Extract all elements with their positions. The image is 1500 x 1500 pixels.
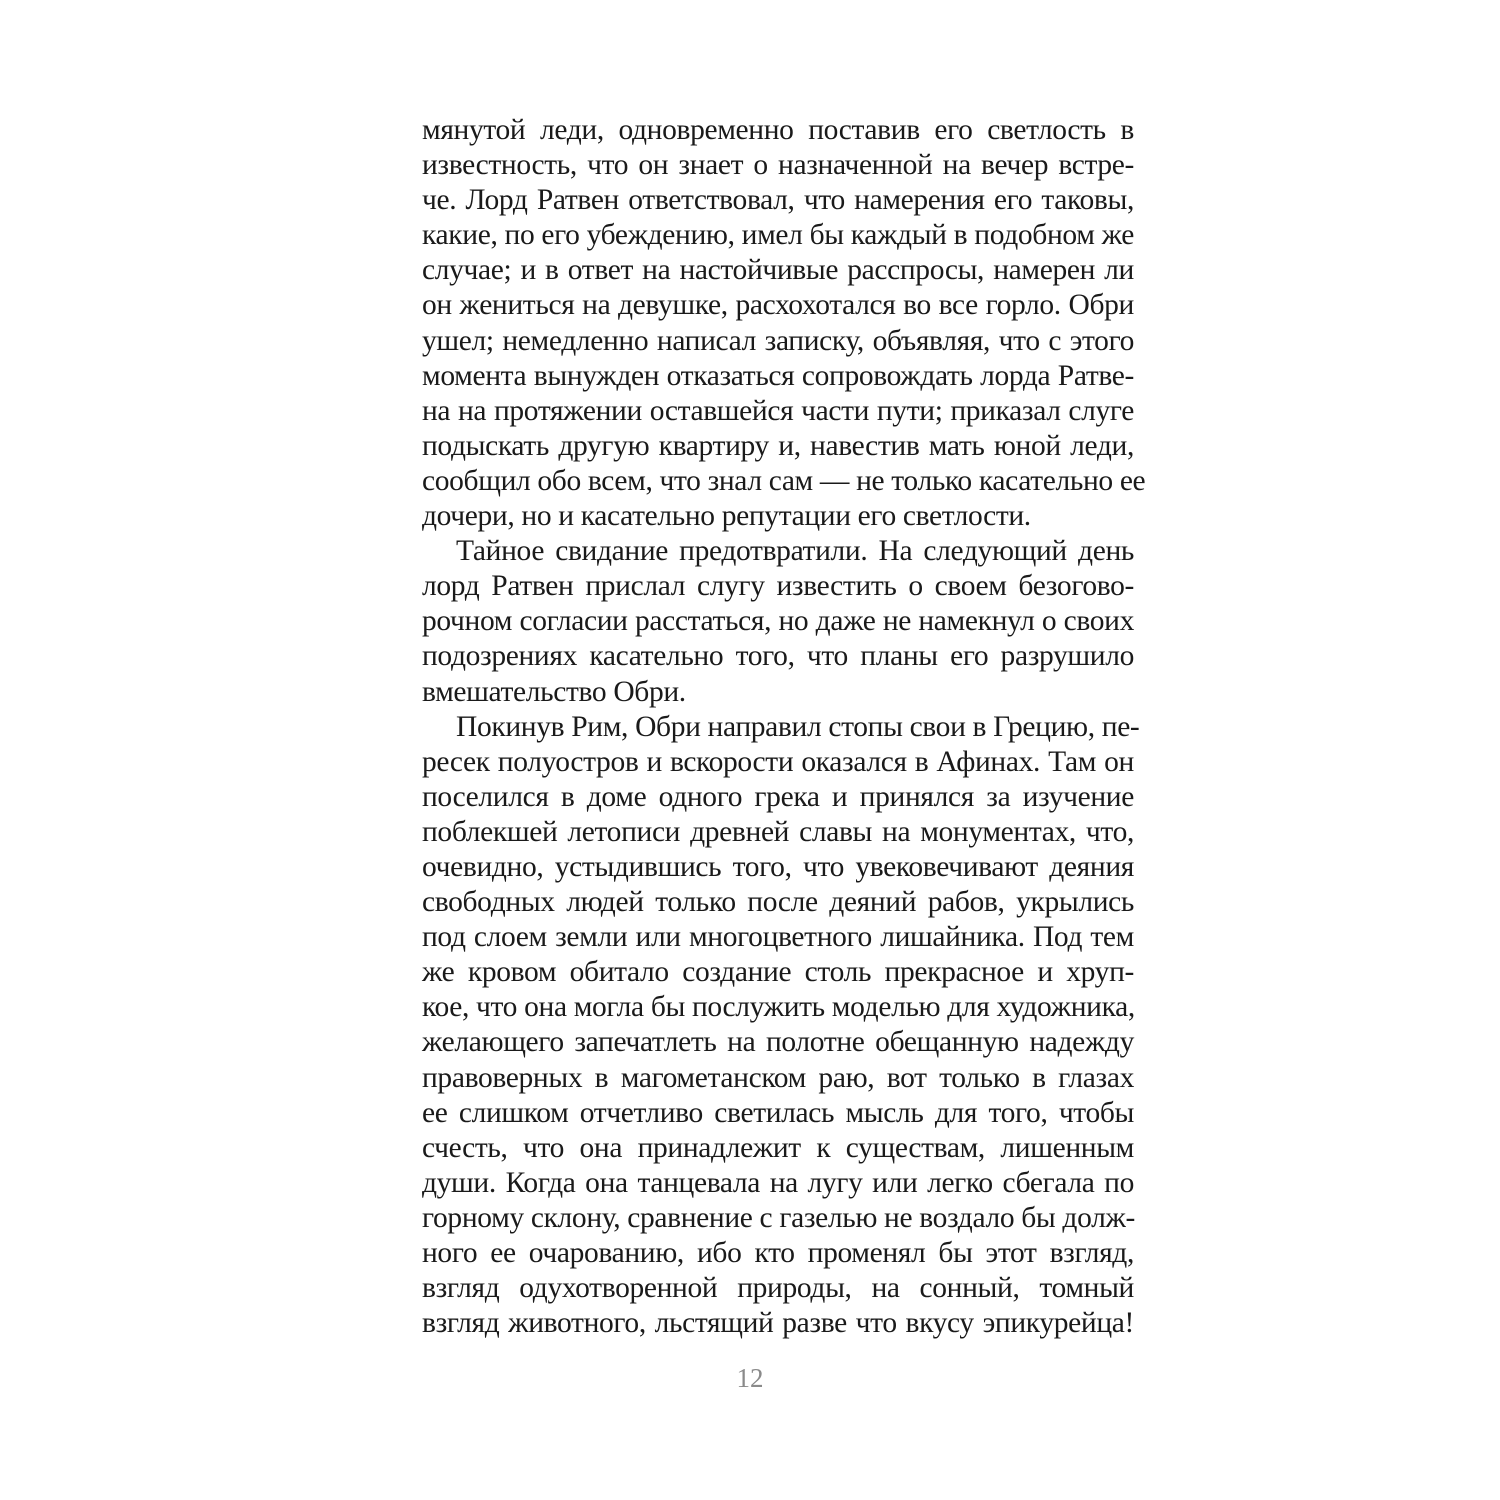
page-body [422,113,1146,1341]
text-line: очевидно, устыдившись того, что увековечивают деяния [422,850,1134,883]
text-line: известность, что он знает о назначенной на вечер встре- [422,149,1134,182]
text-line: момента вынужден отказаться сопровождать лорда Ратве- [422,359,1134,392]
text-line: правоверных в магометанском раю, вот только в глазах [422,1061,1134,1094]
paragraph-3 [422,710,1140,1342]
paragraph-2 [422,534,1134,709]
text-line: поселился в доме одного грека и принялся за изучение [422,780,1134,813]
text-line: ресек полуостров и вскорости оказался в Афинах. Там он [422,745,1134,778]
text-line: сообщил обо всем, что знал сам — не только касательно ее [422,464,1146,497]
text-line: поблекшей летописи древней славы на монументах, что, [422,815,1134,848]
text-line: на на протяжении оставшейся части пути; приказал слуге [422,394,1134,427]
text-line: счесть, что она принадлежит к существам, лишенным [422,1131,1134,1164]
text-line: кое, что она могла бы послужить моделью для художника, [422,991,1135,1024]
text-line: Тайное свидание предотвратили. На следующий день [456,535,1134,568]
text-line: че. Лорд Ратвен ответствовал, что намерения его таковы, [422,184,1134,217]
text-line: горному склону, сравнение с газелью не воздало бы долж- [422,1201,1135,1234]
text-line: рочном согласии расстаться, но даже не намекнул о своих [422,605,1134,638]
text-line: он жениться на девушке, расхохотался во все горло. Обри [422,289,1134,322]
text-line: вмешательство Обри. [422,675,686,708]
text-line: ного ее очарованию, ибо кто променял бы этот взгляд, [422,1237,1134,1269]
text-line: ушел; немедленно написал записку, объявляя, что с этого [422,324,1134,357]
text-line: под слоем земли или многоцветного лишайника. Под тем [422,921,1134,954]
text-line: случае; и в ответ на настойчивые расспросы, намерен ли [422,254,1134,287]
text-line: взгляд одухотворенной природы, на сонный, томный [422,1272,1134,1305]
text-line: дочери, но и касательно репутации его светлости. [422,500,1031,533]
text-line: подыскать другую квартиру и, навестив мать юной леди, [422,429,1134,462]
text-line: ее слишком отчетливо светилась мысль для того, чтобы [422,1096,1134,1129]
text-line: лорд Ратвен прислал слугу известить о своем безогово- [422,570,1134,603]
text-line: души. Когда она танцевала на лугу или легко сбегала по [422,1166,1134,1199]
text-line: желающего запечатлеть на полотне обещанную надежду [422,1026,1134,1059]
paragraph-1 [422,113,1146,534]
text-line: взгляд животного, льстящий разве что вкусу эпикурейца! [422,1307,1134,1340]
page-number: 12 [736,1363,764,1393]
text-line: свободных людей только после деяний рабов, укрылись [422,886,1134,919]
text-line: Покинув Рим, Обри направил стопы свои в Грецию, пе- [456,710,1140,743]
text-line: мянутой леди, одновременно поставив его светлость в [422,114,1134,146]
text-line: подозрениях касательно того, что планы его разрушило [422,640,1134,673]
text-line: же кровом обитало создание столь прекрасное и хруп- [422,956,1134,989]
text-line: какие, по его убеждению, имел бы каждый в подобном же [422,219,1134,252]
